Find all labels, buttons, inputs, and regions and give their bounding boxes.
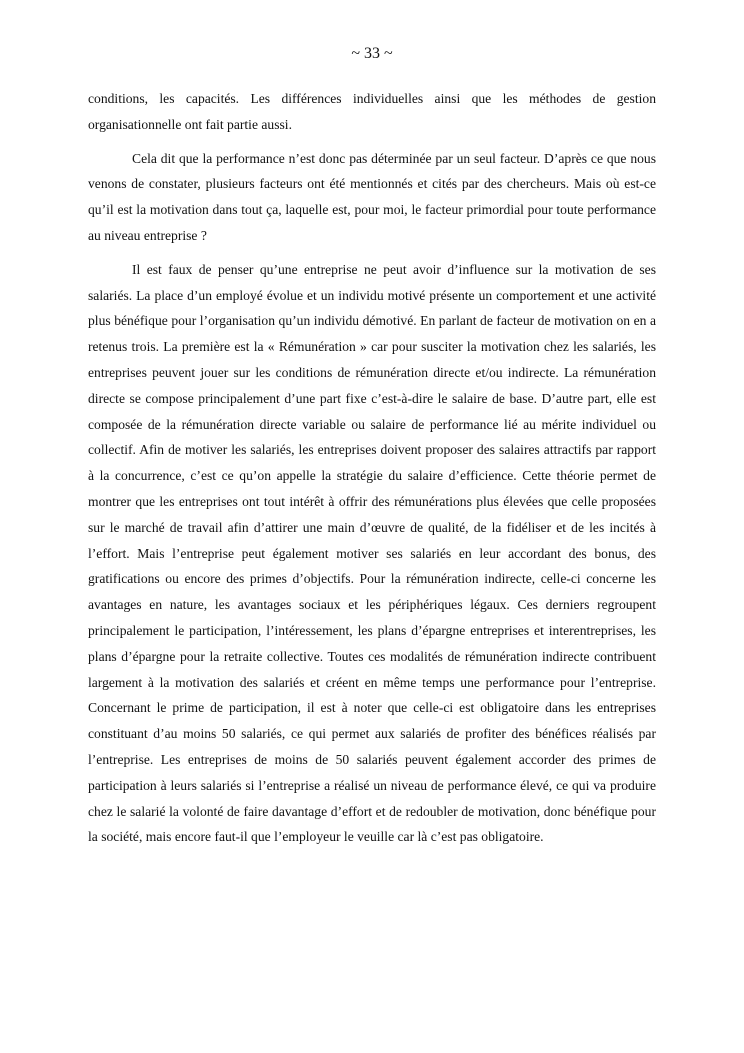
document-body — [88, 86, 656, 858]
paragraph-continuation: conditions, les capacités. Les différences individuelles ainsi que les méthodes de gestion organisationnelle ont fait partie aussi. — [88, 91, 656, 132]
paragraph-performance-factors: Cela dit que la performance n’est donc pas déterminée par un seul facteur. D’après ce que nous venons de constater, plusieurs facteurs ont été mentionnés et cités par des chercheurs. Mais où est-ce qu’il est la motivation dans tout ça, laquelle est, pour moi, le facteur primordial pour toute performance au niveau entreprise ? — [88, 150, 656, 243]
page-number: ~ 33 ~ — [351, 45, 393, 62]
paragraph-remuneration-motivation: Il est faux de penser qu’une entreprise ne peut avoir d’influence sur la motivation de ses salariés. La place d’un employé évolue et un individu motivé présente un comportement et une activité plus bénéfique pour l’organisation qu’un individu démotivé. En parlant de facteur de motivation on en a retenus trois. La première est la « Rémunération » car pour susciter la motivation chez les salariés, les entreprises peuvent jouer sur les conditions de rémunération directe et/ou indirecte. La rémunération directe se compose principalement d’une part fixe c’est-à-dire le salaire de base. D’autre part, elle est composée de la rémunération directe variable ou salaire de performance lié au mérite individuel ou collectif. Afin de motiver les salariés, les entreprises doivent proposer des salaires attractifs par rapport à la concurrence, c’est ce qu’on appelle la stratégie du salaire d’efficience. Cette théorie permet de montrer que les entreprises ont tout intérêt à offrir des rémunérations plus élevées que celle proposées sur le marché de travail afin d’attirer une main d’œuvre de qualité, de la fidéliser et de les incités à l’effort. Mais l’entreprise peut également motiver ses salariés en leur accordant des bonus, des gratifications ou encore des primes d’objectifs. Pour la rémunération indirecte, celle-ci concerne les avantages en nature, les avantages sociaux et les périphériques légaux. Ces derniers regroupent principalement le participation, l’intéressement, les plans d’épargne entreprises et interentreprises, les plans d’épargne pour la retraite collective. Toutes ces modalités de rémunération indirecte contribuent largement à la motivation des salariés et créent en même temps une performance pour l’entreprise. Concernant le prime de participation, il est à noter que celle-ci est obligatoire dans les entreprises constituant d’au moins 50 salariés, ce qui permet aux salariés de profiter des bénéfices réalisés par l’entreprise. Les entreprises de moins de 50 salariés peuvent également accorder des primes de participation à leurs salariés si l’entreprise a réalisé un niveau de performance élevé, ce qui va produire chez le salarié la volonté de faire davantage d’effort et de redoubler de motivation, donc bénéfique pour la société, mais encore faut-il que l’employeur le veuille car là c’est pas obligatoire. — [88, 261, 656, 845]
